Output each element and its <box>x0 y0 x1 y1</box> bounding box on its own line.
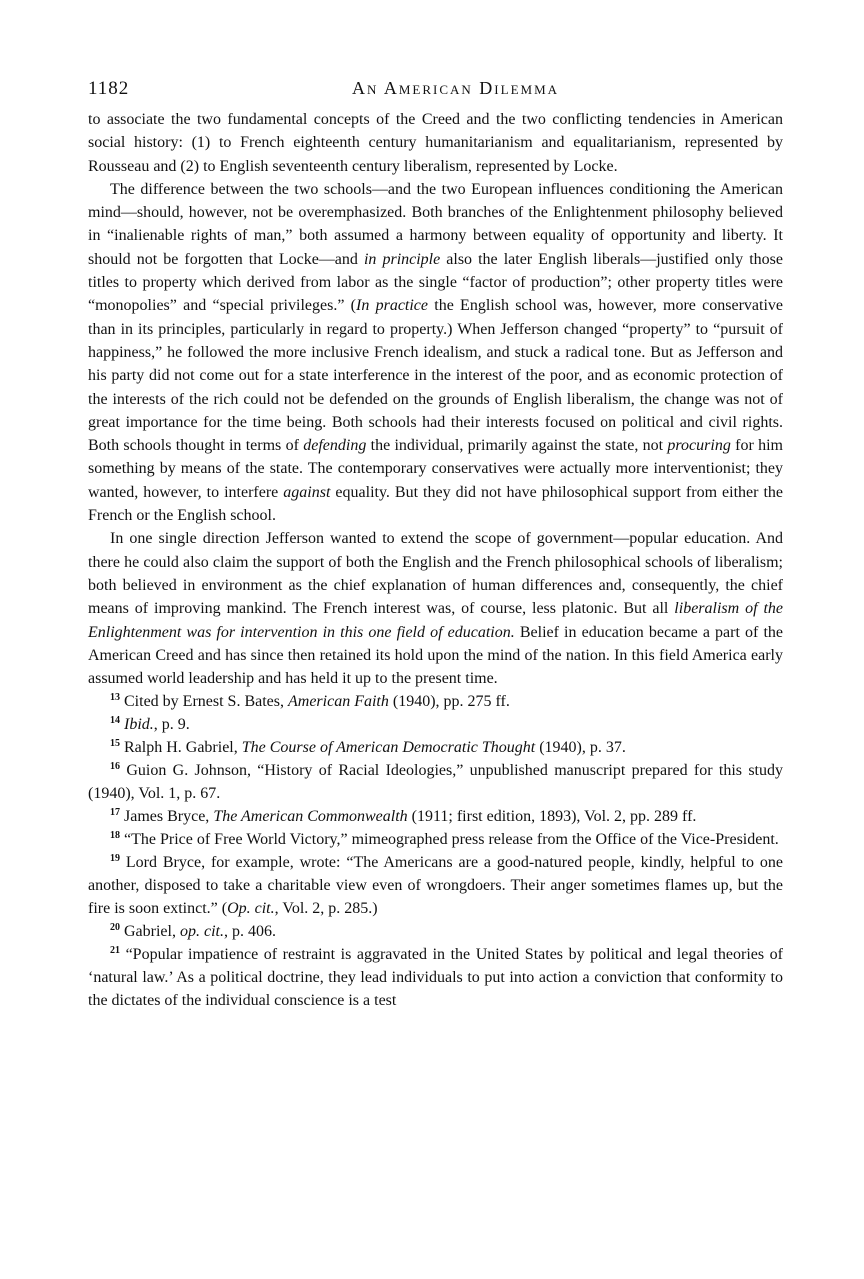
footnote-number: 13 <box>110 692 120 704</box>
emphasis: defending <box>303 437 367 455</box>
footnote-number: 18 <box>110 830 120 842</box>
page-number: 1182 <box>88 78 130 99</box>
footnote: $^{18}$ “The Price of Free World Victory,” mimeographed press release from the Office of the Vice-President. <box>110 830 779 849</box>
footnotes <box>88 690 783 1012</box>
footnote-number: 21 <box>110 945 120 957</box>
emphasis: In practice <box>356 297 429 315</box>
footnote: $^{20}$ Gabriel, op. cit., p. 406. <box>110 922 276 941</box>
footnote-number: 20 <box>110 922 120 934</box>
book-page <box>88 78 783 1012</box>
footnote: $^{17}$ James Bryce, The American Commonwealth (1911; first edition, 1893), Vol. 2, pp. 289 ff. <box>110 807 697 826</box>
footnote: $^{14}$ Ibid., p. 9. <box>110 715 190 734</box>
footnote: $^{19}$ Lord Bryce, for example, wrote: “The Americans are a good-natured people, kindly, helpful to one another, disposed to take a charitable view even of wrongdoers. Their anger sometimes flames up, but the fire is soon extinct.” (Op. cit., Vol. 2, p. 285.) <box>88 853 784 918</box>
footnote: $^{13}$ Cited by Ernest S. Bates, American Faith (1940), pp. 275 ff. <box>110 692 510 711</box>
footnote-number: 14 <box>110 715 120 727</box>
paragraph-3: In one single direction Jefferson wanted to extend the scope of government—popular education. And there he could also claim the support of both the English and the French philosophical schools of liberalism; both believed in environment as the chief explanation of human differences and, consequently, the chief means of improving mankind. The French interest was, of course, less platonic. But all liberalism of the Enlightenment was for intervention in this one field of education. Belief in education became a part of the American Creed and has since then retained its hold upon the mind of the nation. In this field America early assumed world leadership and has held it up to the present time. <box>88 530 783 688</box>
footnote-number: 16 <box>110 761 120 773</box>
footnote: $^{15}$ Ralph H. Gabriel, The Course of American Democratic Thought (1940), p. 37. <box>110 738 626 757</box>
paragraph-1: to associate the two fundamental concepts of the Creed and the two conflicting tendencies in American social history: (1) to French eighteenth century humanitarianism and equalitarianism, represented by Rousseau and (2) to English seventeenth century liberalism, represented by Locke. <box>88 111 783 175</box>
emphasis: liberalism of the Enlightenment was for intervention in this one field of education. <box>88 600 783 641</box>
footnote-number: 15 <box>110 738 120 750</box>
emphasis: procuring <box>667 437 731 455</box>
emphasis: in principle <box>363 250 441 268</box>
running-head: An American Dilemma <box>351 78 560 98</box>
emphasis: against <box>283 483 331 501</box>
paragraph-2: The difference between the two schools—and the two European influences conditioning the American mind—should, however, not be overemphasized. Both branches of the Enlightenment philosophy believed in “inalienable rights of man,” both assumed a harmony between equality of opportunity and liberty. It should not be forgotten that Locke—and in principle also the later English liberals—justified only those titles to property which derived from labor as the single “factor of production”; other property titles were “monopolies” and “special privileges.” (In practice the English school was, however, more conservative than in its principles, particularly in regard to property.) When Jefferson changed “property” to “pursuit of happiness,” he followed the more inclusive French idealism, and stuck a radical tone. But as Jefferson and his party did not come out for a state interference in the interest of the poor, and as economic protection of the interests of the rich could not be defended on the grounds of English liberalism, the change was not of great importance for the time being. Both schools had their interests focused on political and civil rights. Both schools thought in terms of defending the individual, primarily against the state, not procuring for him something by means of the state. The contemporary conservatives were actually more interventionist; they wanted, however, to interfere against equality. But they did not have philosophical support from either the French or the English school. <box>88 180 784 525</box>
footnote: $^{16}$ Guion G. Johnson, “History of Racial Ideologies,” unpublished manuscript prepared for this study (1940), Vol. 1, p. 67. <box>88 761 783 803</box>
page-header <box>88 78 783 108</box>
body-text <box>88 108 783 690</box>
footnote-number: 17 <box>110 807 120 819</box>
footnote-number: 19 <box>110 853 120 865</box>
footnote: $^{21}$ “Popular impatience of restraint is aggravated in the United States by political and legal theories of ‘natural law.’ As a political doctrine, they lead individuals to put into action a conviction that conformity to the dictates of the individual conscience is a test <box>88 945 783 1010</box>
